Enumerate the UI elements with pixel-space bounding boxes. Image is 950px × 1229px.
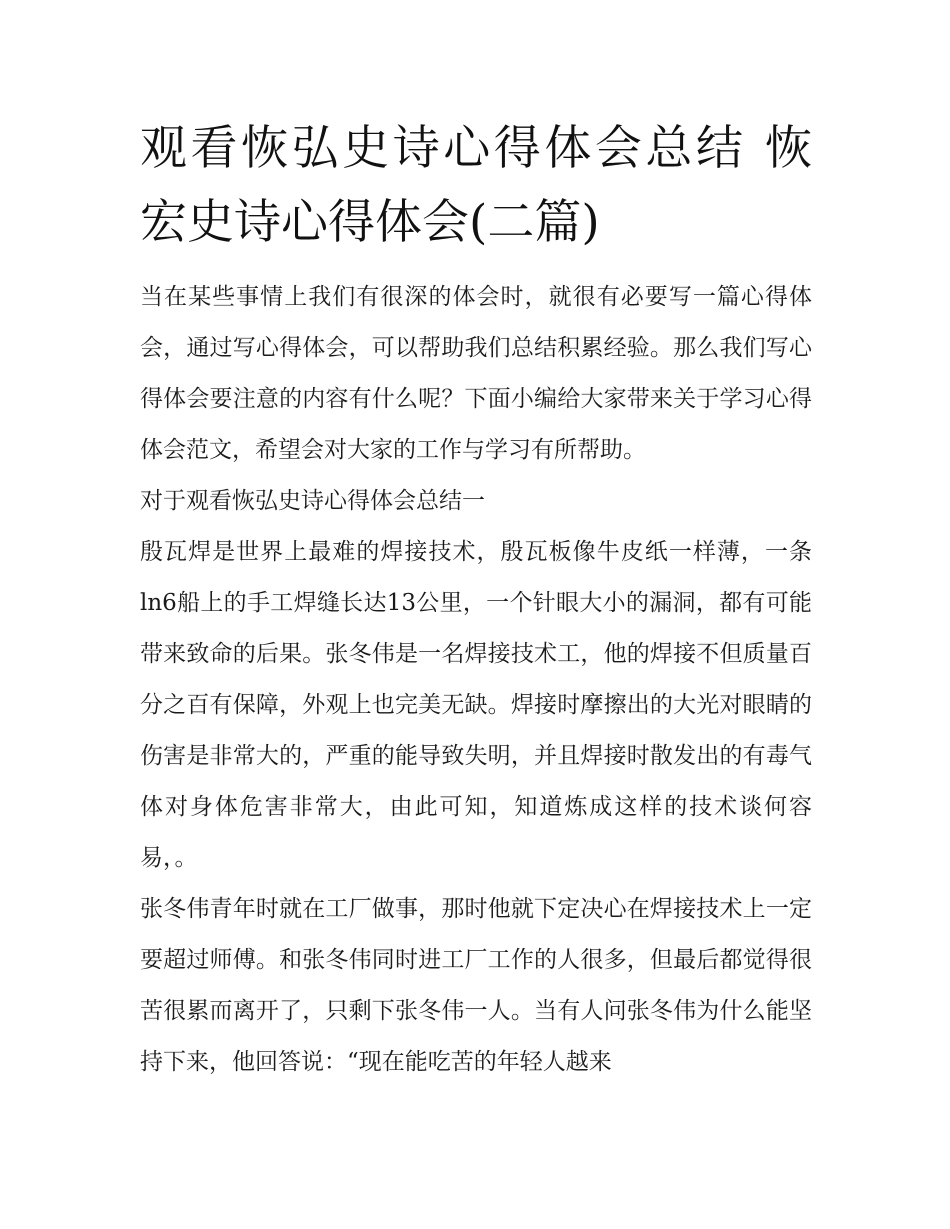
document-title: 观看恢弘史诗心得体会总结 恢宏史诗心得体会(二篇) bbox=[140, 121, 812, 250]
paragraph-zhang-dongwei: 张冬伟青年时就在工厂做事，那时他就下定决心在焊接技术上一定要超过师傅。和张冬伟同时进工厂工作的人很多，但最后都觉得很苦很累而离开了，只剩下张冬伟一人。当有人问张冬伟为什么能坚持下来，他回答说：“现在能吃苦的年轻人越来 bbox=[140, 896, 812, 1075]
section-heading: 对于观看恢弘史诗心得体会总结一 bbox=[140, 488, 485, 514]
paragraph-welding: 殷瓦焊是世界上最难的焊接技术，殷瓦板像牛皮纸一样薄，一条ln6船上的手工焊缝长达13公里，一个针眼大小的漏洞，都有可能带来致命的后果。张冬伟是一名焊接技术工，他的焊接不但质量百分之百有保障，外观上也完美无缺。焊接时摩擦出的大光对眼睛的伤害是非常大的，严重的能导致失明，并且焊接时散发出的有毒气体对身体危害非常大，由此可知，知道炼成这样的技术谈何容易，。 bbox=[140, 539, 812, 871]
document-body bbox=[140, 112, 812, 1088]
paragraph-intro: 当在某些事情上我们有很深的体会时，就很有必要写一篇心得体会，通过写心得体会，可以帮助我们总结积累经验。那么我们写心得体会要注意的内容有什么呢？下面小编给大家带来关于学习心得体会范文，希望会对大家的工作与学习有所帮助。 bbox=[140, 284, 812, 463]
